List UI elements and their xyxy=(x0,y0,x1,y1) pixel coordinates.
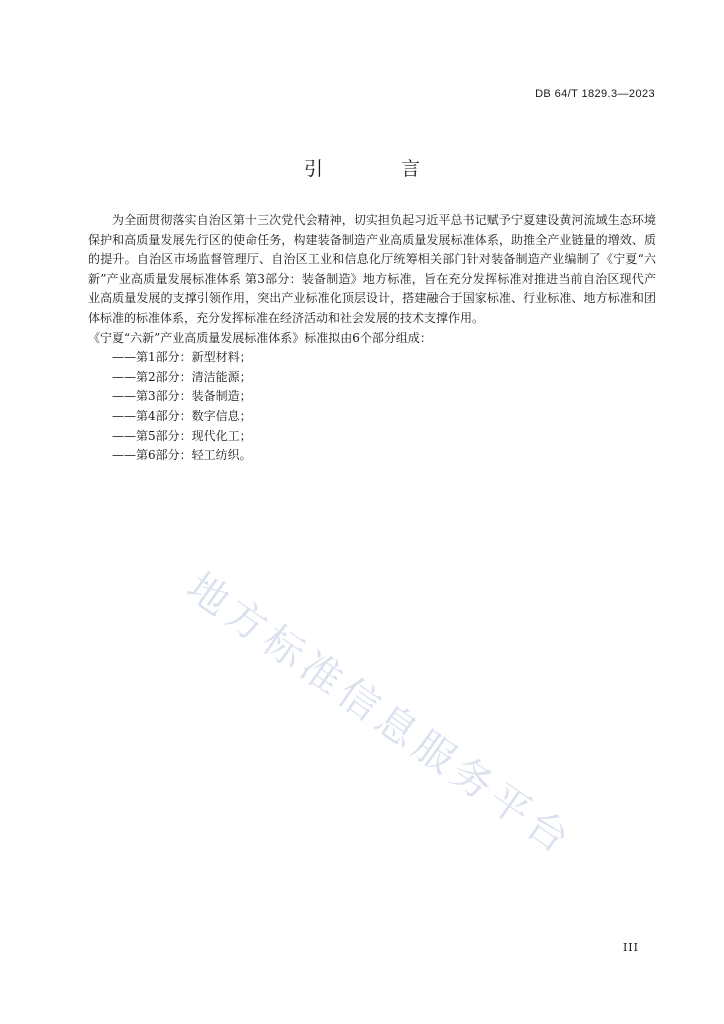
page-title: 引 言 xyxy=(303,158,457,180)
part-item-6: ——第6部分：轻工纺织。 xyxy=(112,448,252,463)
introduction-body xyxy=(88,211,656,466)
part-item-4: ——第4部分：数字信息； xyxy=(112,408,252,423)
parts-list xyxy=(88,348,656,466)
part-item-5: ——第5部分：现代化工； xyxy=(112,428,252,443)
part-item-1: ——第1部分：新型材料； xyxy=(112,350,252,365)
part-item-3: ——第3部分：装备制造； xyxy=(112,389,252,404)
part-item-2: ——第2部分：清洁能源； xyxy=(112,369,252,384)
document-code: DB 64/T 1829.3—2023 xyxy=(535,88,655,100)
series-composition-paragraph: 《宁夏“六新”产业高质量发展标准体系》标准拟由6个部分组成： xyxy=(88,330,432,345)
watermark: 地方标准信息服务平台 xyxy=(178,564,582,866)
page-number: III xyxy=(622,941,639,954)
intro-paragraph: 为全面贯彻落实自治区第十三次党代会精神，切实担负起习近平总书记赋予宁夏建设黄河流域生态环境保护和高质量发展先行区的使命任务，构建装备制造产业高质量发展标准体系，助推全产业链量的增效、质的提升。自治区市场监督管理厅、自治区工业和信息化厅统筹相关部门针对装备制造产业编制了《宁夏“六新”产业高质量发展标准体系 第3部分：装备制造》地方标准，旨在充分发挥标准对推进当前自治区现代产业高质量发展的支撑引领作用，突出产业标准化顶层设计，搭建融合于国家标准、行业标准、地方标准和团体标准的标准体系，充分发挥标准在经济活动和社会发展的技术支撑作用。 xyxy=(88,213,656,325)
